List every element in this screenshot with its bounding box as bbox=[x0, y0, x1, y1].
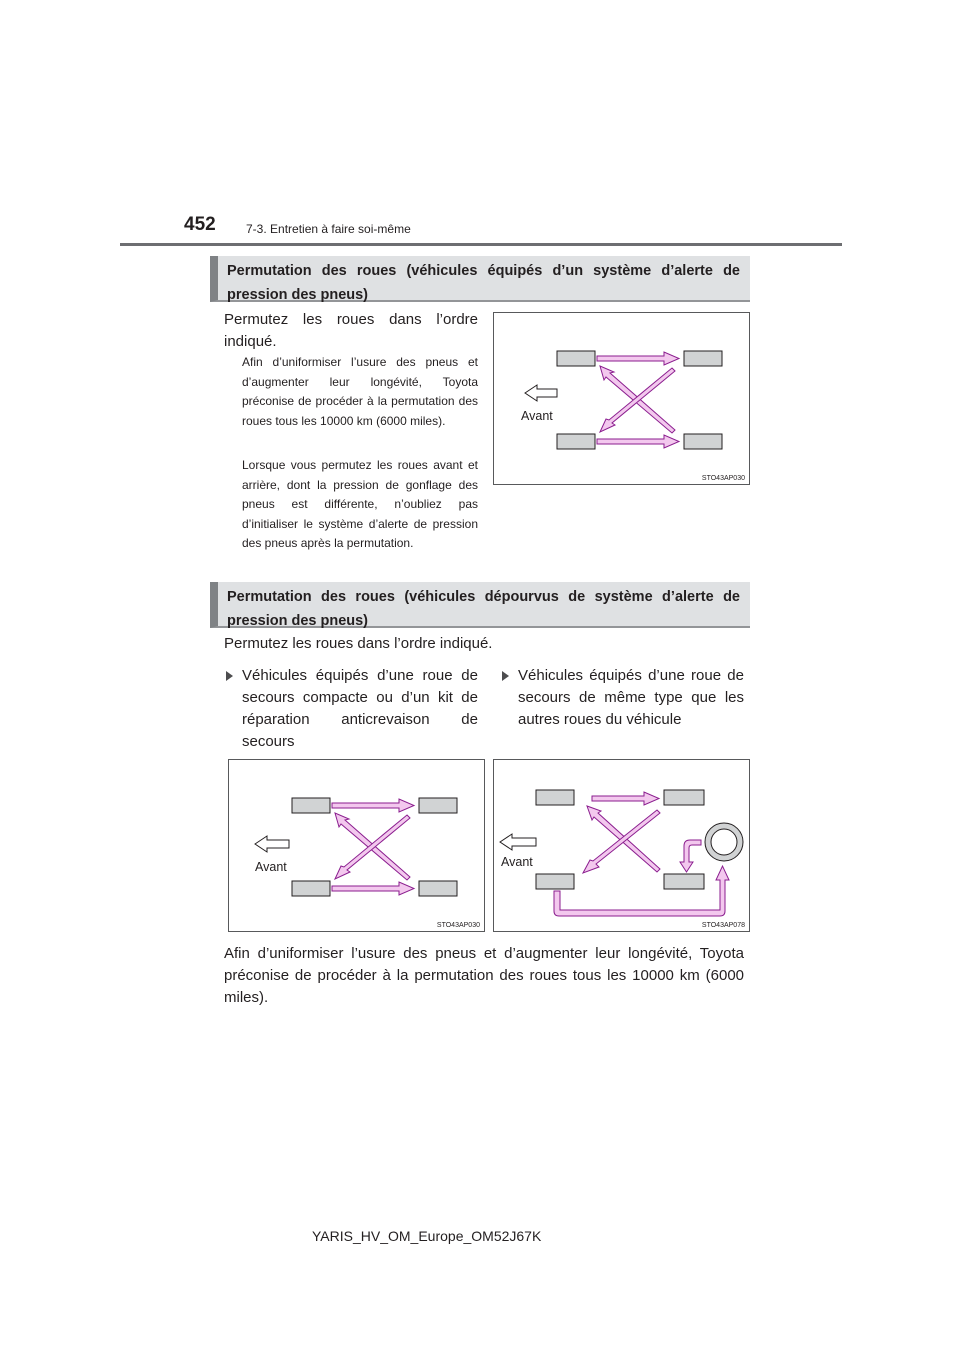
wheel-front-left bbox=[536, 790, 574, 805]
front-direction-arrow-icon bbox=[500, 834, 536, 850]
figure-code: STO43AP030 bbox=[701, 475, 745, 482]
wheel-rear-left bbox=[557, 434, 595, 449]
arrow-rear-left-to-rear-right bbox=[332, 882, 414, 895]
wheel-front-right bbox=[664, 790, 704, 805]
front-label: Avant bbox=[255, 860, 287, 874]
wheel-rear-right bbox=[684, 434, 722, 449]
rotation-diagram-4-wheels bbox=[493, 312, 750, 485]
figure-code: STO43AP078 bbox=[701, 922, 745, 929]
bullet-triangle-icon bbox=[502, 671, 509, 681]
section2-intro: Permutez les roues dans l’ordre indiqué. bbox=[224, 635, 493, 652]
front-direction-arrow-icon bbox=[255, 836, 289, 852]
rotation-diagram-full-size-spare bbox=[493, 759, 750, 932]
wheel-front-left bbox=[292, 798, 330, 813]
arrow-front-left-to-front-right bbox=[592, 792, 659, 805]
figure-code: STO43AP030 bbox=[436, 922, 480, 929]
section1-note-tpws-initialize: Lorsque vous permutez les roues avant et arrière, dont la pression de gonflage des pneus est différente, n’oubliez pas d’initialiser le système d’alerte de pression des pneus après la permutation. bbox=[242, 458, 478, 551]
closing-paragraph: Afin d’uniformiser l’usure des pneus et d’augmenter leur longévité, Toyota préconise de procéder à la permutation des roues tous les 10000 km (6000 miles). bbox=[224, 945, 744, 1006]
page-number: 452 bbox=[184, 214, 216, 235]
front-direction-arrow-icon bbox=[525, 385, 557, 401]
section1-intro: Permutez les roues dans l’ordre indiqué. bbox=[224, 311, 478, 350]
wheel-rear-right bbox=[419, 881, 457, 896]
header-rule bbox=[120, 243, 842, 246]
front-label: Avant bbox=[501, 855, 533, 869]
section-heading-without-tpws: Permutation des roues (véhicules dépourvus de système d’alerte de pression des pneus) bbox=[210, 582, 750, 628]
wheel-rear-left bbox=[536, 874, 574, 889]
arrow-spare-to-rear-right bbox=[680, 840, 701, 872]
arrow-front-left-to-front-right bbox=[597, 352, 679, 365]
front-label: Avant bbox=[521, 409, 553, 423]
section-heading-with-tpws: Permutation des roues (véhicules équipés d’un système d’alerte de pression des pneus) bbox=[210, 256, 750, 302]
document-footer: YARIS_HV_OM_Europe_OM52J67K bbox=[312, 1228, 542, 1244]
wheel-front-right bbox=[419, 798, 457, 813]
wheel-front-right bbox=[684, 351, 722, 366]
arrow-rear-left-to-rear-right bbox=[597, 435, 679, 448]
wheel-rear-right bbox=[664, 874, 704, 889]
bullet-full-size-spare: Véhicules équipés d’une roue de secours de même type que les autres roues du véhicule bbox=[518, 667, 744, 728]
bullet-triangle-icon bbox=[226, 671, 233, 681]
bullet-compact-spare: Véhicules équipés d’une roue de secours compacte ou d’un kit de réparation anticrevaison de secours bbox=[242, 667, 478, 750]
breadcrumb: 7-3. Entretien à faire soi-même bbox=[246, 222, 411, 236]
wheel-rear-left bbox=[292, 881, 330, 896]
rotation-diagram-compact-spare bbox=[228, 759, 485, 932]
arrow-front-left-to-front-right bbox=[332, 799, 414, 812]
wheel-front-left bbox=[557, 351, 595, 366]
section1-note-rotation-interval: Afin d’uniformiser l’usure des pneus et d’augmenter leur longévité, Toyota préconise de procéder à la permutation des roues tous les 10000 km (6000 miles). bbox=[242, 355, 478, 428]
